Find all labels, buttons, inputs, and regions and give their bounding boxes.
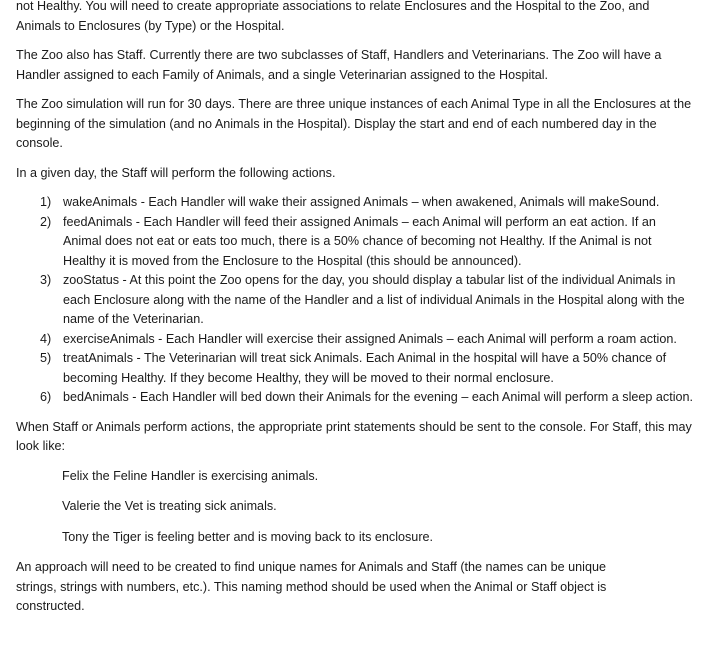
actions-intro: In a given day, the Staff will perform the following actions. bbox=[16, 165, 336, 180]
intro-paragraph: not Healthy. You will need to create appropriate associations to relate Enclosures and the Hospital to the Zoo, and Animals to Enclosures (by Type) or the Hospital. bbox=[16, 0, 650, 33]
list-item-text: feedAnimals - Each Handler will feed their assigned Animals – each Animal will perform an eat action. If an Animal does not eat or eats too much, there is a 50% chance of becoming not Healthy. If the Animal is not Healthy it is moved from the Enclosure to the Hospital (this should be announced). bbox=[63, 214, 656, 268]
list-item-number: 3) bbox=[40, 273, 52, 287]
list-item-number: 1) bbox=[40, 195, 52, 209]
list-item bbox=[16, 349, 696, 388]
example-output-line: Felix the Feline Handler is exercising animals. bbox=[62, 468, 319, 483]
list-item-number: 6) bbox=[40, 390, 52, 404]
naming-line: strings, strings with numbers, etc.). This naming method should be used when the Animal or Staff object is bbox=[16, 579, 607, 594]
list-item-text: bedAnimals - Each Handler will bed down their Animals for the evening – each Animal will perform a sleep action. bbox=[63, 390, 694, 404]
naming-line: An approach will need to be created to find unique names for Animals and Staff (the names can be unique bbox=[16, 560, 606, 574]
example-output-line: Tony the Tiger is feeling better and is moving back to its enclosure. bbox=[62, 529, 434, 544]
example-output-line: Valerie the Vet is treating sick animals. bbox=[62, 499, 277, 513]
staff-paragraph: The Zoo also has Staff. Currently there are two subclasses of Staff, Handlers and Veterinarians. The Zoo will have a Handler assigned to each Family of Animals, and a single Veterinarian assigned to the Hospital. bbox=[16, 48, 662, 82]
actions-list bbox=[16, 193, 696, 408]
list-item-text: wakeAnimals - Each Handler will wake their assigned Animals – when awakened, Animals will makeSound. bbox=[63, 195, 660, 209]
list-item-number: 5) bbox=[40, 351, 52, 365]
list-item-number: 2) bbox=[40, 214, 52, 229]
list-item bbox=[16, 388, 696, 408]
document-page bbox=[16, 0, 696, 613]
naming-line-cut: constructed. bbox=[16, 599, 85, 613]
list-item-text: zooStatus - At this point the Zoo opens for the day, you should display a tabular list of the individual Animals in each Enclosure along with the name of the Handler and a list of individual Animals in the Hospital along with the name of the Veterinarian. bbox=[63, 273, 685, 326]
list-item bbox=[16, 213, 696, 272]
list-item-number: 4) bbox=[40, 331, 52, 346]
list-item bbox=[16, 330, 696, 350]
list-item bbox=[16, 193, 696, 213]
simulation-paragraph: The Zoo simulation will run for 30 days. There are three unique instances of each Animal Type in all the Enclosures at the beginning of the simulation (and no Animals in the Hospital). Display the start and end of each numbered day in the console. bbox=[16, 97, 692, 150]
list-item-text: treatAnimals - The Veterinarian will treat sick Animals. Each Animal in the hospital will have a 50% chance of becoming Healthy. If they become Healthy, they will be moved to their normal enclosure. bbox=[63, 351, 667, 385]
print-statements-paragraph: When Staff or Animals perform actions, the appropriate print statements should be sent to the console. For Staff, this may look like: bbox=[16, 419, 692, 453]
naming-paragraph bbox=[16, 558, 696, 613]
list-item-text: exerciseAnimals - Each Handler will exercise their assigned Animals – each Animal will perform a roam action. bbox=[63, 331, 677, 346]
list-item bbox=[16, 271, 696, 330]
